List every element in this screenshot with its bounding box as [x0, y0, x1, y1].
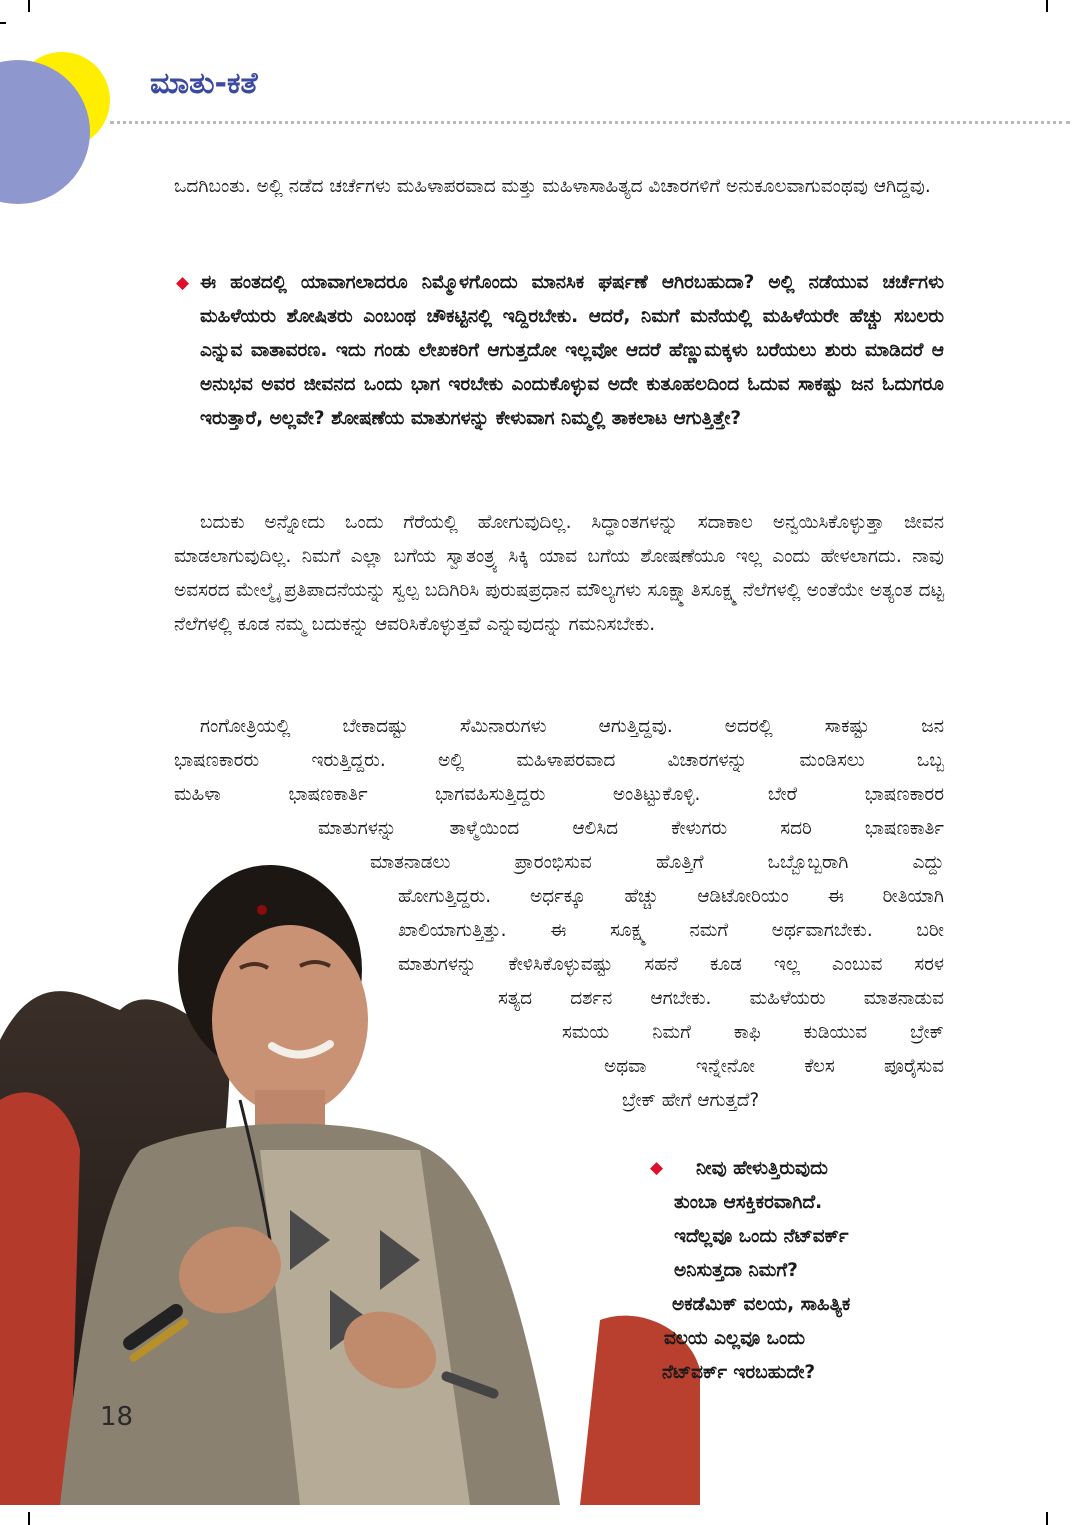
crop-mark-bottom-left	[28, 1512, 30, 1525]
answer-2-line: ಮಾತುಗಳನ್ನು ತಾಳ್ಮೆಯಿಂದ ಆಲಿಸಿದ ಕೇಳುಗರು ಸದರಿ ಭಾಷಣಕಾರ್ತಿ	[318, 818, 944, 839]
answer-2-line: ಮಾತನಾಡಲು ಪ್ರಾರಂಭಿಸುವ ಹೊತ್ತಿಗೆ ಒಬ್ಬೊಬ್ಬರಾಗಿ ಎದ್ದು	[370, 852, 944, 873]
question-2-line: ಅನಿಸುತ್ತದಾ ನಿಮಗೆ?	[674, 1260, 798, 1281]
question-1: ಈ ಹಂತದಲ್ಲಿ ಯಾವಾಗಲಾದರೂ ನಿಮ್ಮೊಳಗೊಂದು ಮಾನಸಿಕ ಘರ್ಷಣೆ ಆಗಿರಬಹುದಾ? ಅಲ್ಲಿ ನಡೆಯುವ ಚರ್ಚೆಗಳು ಮಹಿಳೆಯರು ಶೋಷಿತರು ಎಂಬಂಥ ಚೌಕಟ್ಟಿನಲ್ಲಿ ಇದ್ದಿರಬೇಕು. ಆದರೆ, ನಿಮಗೆ ಮನೆಯಲ್ಲಿ ಮಹಿಳೆಯರೇ ಹೆಚ್ಚು ಸಬಲರು ಎನ್ನುವ ವಾತಾವರಣ. ಇದು ಗಂಡು ಲೇಖಕರಿಗೆ ಆಗುತ್ತದೋ ಇಲ್ಲವೋ ಆದರೆ ಹೆಣ್ಣುಮಕ್ಕಳು ಬರೆಯಲು ಶುರು ಮಾಡಿದರೆ ಆ ಅನುಭವ ಅವರ ಜೀವನದ ಒಂದು ಭಾಗ ಇರಬೇಕು ಎಂದುಕೊಳ್ಳುವ ಅದೇ ಕುತೂಹಲದಿಂದ ಓದುವ ಸಾಕಷ್ಟು ಜನ ಓದುಗರೂ ಇರುತ್ತಾರೆ, ಅಲ್ಲವೇ? ಶೋಷಣೆಯ ಮಾತುಗಳನ್ನು ಕೇಳುವಾಗ ನಿಮ್ಮಲ್ಲಿ ತಾಕಲಾಟ ಆಗುತ್ತಿತ್ತೇ?	[200, 272, 944, 429]
page-number: 18	[100, 1402, 134, 1432]
header-circles-decoration	[0, 0, 140, 210]
answer-1: ಬದುಕು ಅನ್ನೋದು ಒಂದು ಗೆರೆಯಲ್ಲಿ ಹೋಗುವುದಿಲ್ಲ. ಸಿದ್ಧಾಂತಗಳನ್ನು ಸದಾಕಾಲ ಅನ್ವಯಿಸಿಕೊಳ್ಳುತ್ತಾ ಜೀವನ ಮಾಡಲಾಗುವುದಿಲ್ಲ. ನಿಮಗೆ ಎಲ್ಲಾ ಬಗೆಯ ಸ್ವಾತಂತ್ರ್ಯ ಸಿಕ್ಕಿ ಯಾವ ಬಗೆಯ ಶೋಷಣೆಯೂ ಇಲ್ಲ ಎಂದು ಹೇಳಲಾಗದು. ನಾವು ಅವಸರದ ಮೇಲ್ಮೈ ಪ್ರತಿಪಾದನೆಯನ್ನು ಸ್ವಲ್ಪ ಬದಿಗಿರಿಸಿ ಪುರುಷಪ್ರಧಾನ ಮೌಲ್ಯಗಳು ಸೂಕ್ಷ್ಮಾತಿಸೂಕ್ಷ್ಮ ನೆಲೆಗಳಲ್ಲಿ ಅಂತೆಯೇ ಅತ್ಯಂತ ದಟ್ಟ ನೆಲೆಗಳಲ್ಲಿ ಕೂಡ ನಮ್ಮ ಬದುಕನ್ನು ಆವರಿಸಿಕೊಳ್ಳುತ್ತವೆ ಎನ್ನುವುದನ್ನು ಗಮನಿಸಬೇಕು.	[174, 512, 944, 635]
answer-2-line: ಮಹಿಳಾ ಭಾಷಣಕಾರ್ತಿ ಭಾಗವಹಿಸುತ್ತಿದ್ದರು ಅಂತಿಟ್ಟುಕೊಳ್ಳಿ. ಬೇರೆ ಭಾಷಣಕಾರರ	[174, 784, 944, 805]
answer-2-line: ಬ್ರೇಕ್ ಹೇಗೆ ಆಗುತ್ತದೆ?	[622, 1090, 760, 1111]
question-2-line: ಇದೆಲ್ಲವೂ ಒಂದು ನೆಟ್‌ವರ್ಕ್	[674, 1226, 849, 1247]
crop-mark-bottom-right	[1046, 1512, 1048, 1525]
question-2-line: ಅಕಡೆಮಿಕ್ ವಲಯ, ಸಾಹಿತ್ಯಿಕ	[672, 1294, 851, 1315]
dotted-divider	[110, 121, 1070, 124]
section-title: ಮಾತು-ಕತೆ	[150, 66, 258, 101]
answer-2-line: ಗಂಗೋತ್ರಿಯಲ್ಲಿ ಬೇಕಾದಷ್ಟು ಸೆಮಿನಾರುಗಳು ಆಗುತ್ತಿದ್ದವು. ಅದರಲ್ಲಿ ಸಾಕಷ್ಟು ಜನ	[200, 716, 944, 737]
question-2-line: ವಲಯ ಎಲ್ಲವೂ ಒಂದು	[664, 1328, 806, 1349]
intro-paragraph: ಒದಗಿಬಂತು. ಅಲ್ಲಿ ನಡೆದ ಚರ್ಚೆಗಳು ಮಹಿಳಾಪರವಾದ ಮತ್ತು ಮಹಿಳಾಸಾಹಿತ್ಯದ ವಿಚಾರಗಳಿಗೆ ಅನುಕೂಲವಾಗುವಂಥವು ಆಗಿದ್ದವು.	[174, 176, 931, 197]
question-2-line: ತುಂಬಾ ಆಸಕ್ತಿಕರವಾಗಿದೆ.	[674, 1192, 823, 1213]
diamond-bullet-icon: ◆	[650, 1158, 664, 1178]
question-2-line: ನೆಟ್‌ವರ್ಕ್ ಇರಬಹುದೇ?	[662, 1362, 816, 1383]
crop-mark-top-right	[1046, 0, 1048, 12]
diamond-bullet-icon: ◆	[176, 273, 190, 293]
answer-2-line: ಸತ್ಯದ ದರ್ಶನ ಆಗಬೇಕು. ಮಹಿಳೆಯರು ಮಾತನಾಡುವ	[498, 988, 944, 1009]
answer-2-line: ಅಥವಾ ಇನ್ನೇನೋ ಕೆಲಸ ಪೂರೈಸುವ	[604, 1056, 944, 1077]
answer-2-line: ಸಮಯ ನಿಮಗೆ ಕಾಫಿ ಕುಡಿಯುವ ಬ್ರೇಕ್	[562, 1022, 944, 1043]
question-2-line: ನೀವು ಹೇಳುತ್ತಿರುವುದು	[696, 1158, 828, 1179]
answer-2-line: ಭಾಷಣಕಾರರು ಇರುತ್ತಿದ್ದರು. ಅಲ್ಲಿ ಮಹಿಳಾಪರವಾದ ವಿಚಾರಗಳನ್ನು ಮಂಡಿಸಲು ಒಬ್ಬ	[174, 750, 944, 771]
answer-2-line: ಮಾತುಗಳನ್ನು ಕೇಳಿಸಿಕೊಳ್ಳುವಷ್ಟು ಸಹನೆ ಕೂಡ ಇಲ್ಲ ಎಂಬುವ ಸರಳ	[398, 954, 944, 975]
answer-2-line: ಖಾಲಿಯಾಗುತ್ತಿತ್ತು. ಈ ಸೂಕ್ಷ್ಮ ನಮಗೆ ಅರ್ಥವಾಗಬೇಕು. ಬರೀ	[398, 920, 944, 941]
answer-2-line: ಹೋಗುತ್ತಿದ್ದರು. ಅರ್ಧಕ್ಕೂ ಹೆಚ್ಚು ಆಡಿಟೋರಿಯಂ ಈ ರೀತಿಯಾಗಿ	[398, 886, 944, 907]
